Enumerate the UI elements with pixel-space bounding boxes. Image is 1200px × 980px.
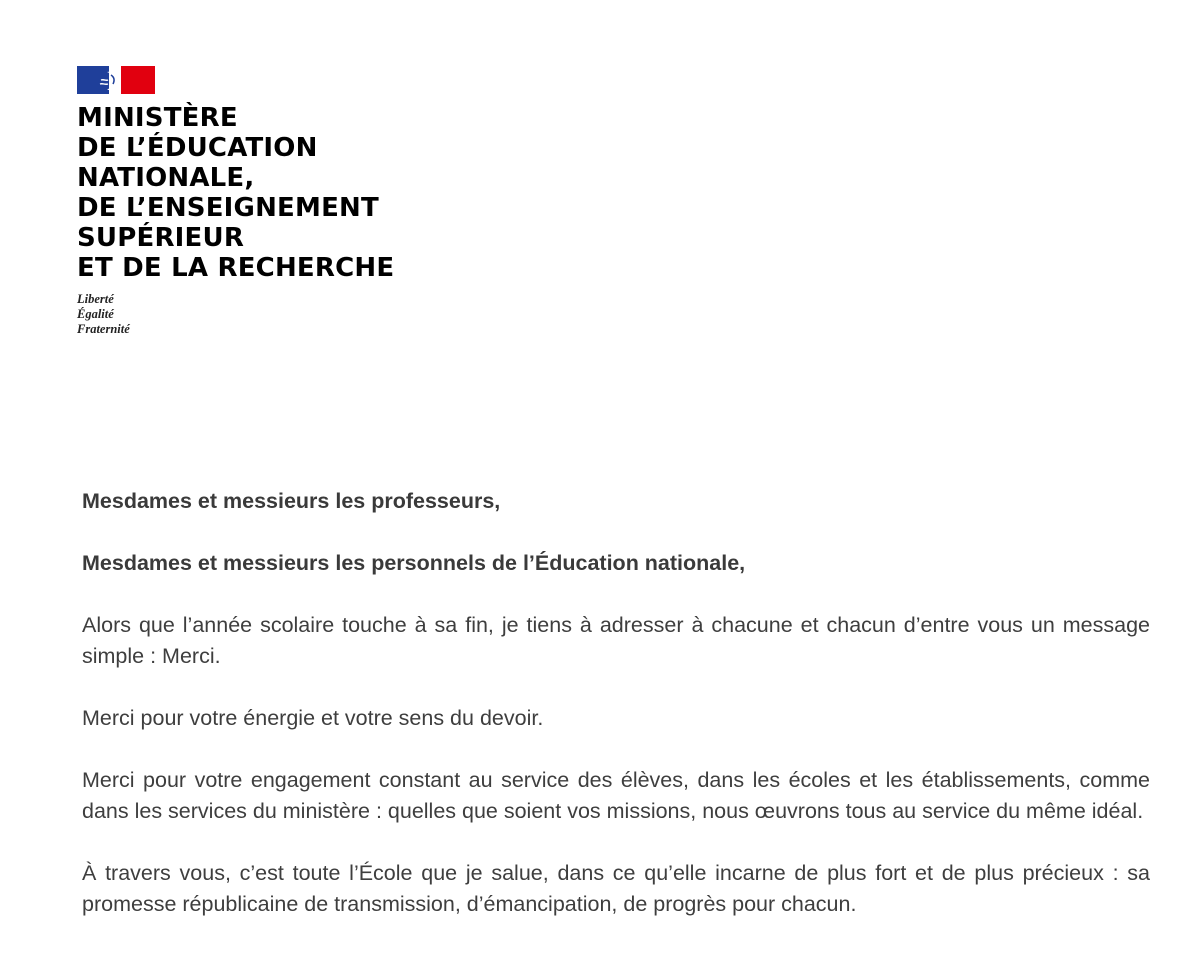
ministry-name xyxy=(77,103,437,283)
paragraph-engagement: Merci pour votre engagement constant au service des élèves, dans les écoles et les établissements, comme dans les services du ministère : quelles que soient vos missions, nous œuvrons tous au service du même idéal. xyxy=(82,768,1150,823)
salutation-staff: Mesdames et messieurs les personnels de l’Éducation nationale, xyxy=(82,551,746,575)
paragraph-energy: Merci pour votre énergie et votre sens du devoir. xyxy=(82,706,544,730)
salutation-teachers: Mesdames et messieurs les professeurs, xyxy=(82,489,501,513)
letter-body xyxy=(82,486,1150,951)
ministry-name-line: MINISTÈRE xyxy=(77,103,238,133)
paragraph-school: À travers vous, c’est toute l’École que je salue, dans ce qu’elle incarne de plus fort et de plus précieux : sa promesse républicaine de transmission, d’émancipation, de progrès pour chacun. xyxy=(82,861,1150,916)
ministry-name-line: DE L’ÉDUCATION xyxy=(77,133,318,163)
ministry-name-line: SUPÉRIEUR xyxy=(77,223,245,253)
ministry-name-line: NATIONALE, xyxy=(77,163,255,193)
marianne-flag-icon xyxy=(77,66,155,94)
republic-motto xyxy=(77,292,437,337)
motto-fraternite: Fraternité xyxy=(77,322,130,336)
ministry-name-line: ET DE LA RECHERCHE xyxy=(77,253,395,283)
motto-egalite: Égalité xyxy=(77,307,114,321)
ministry-name-line: DE L’ENSEIGNEMENT xyxy=(77,193,379,223)
paragraph-thanks-intro: Alors que l’année scolaire touche à sa fin, je tiens à adresser à chacune et chacun d’entre vous un message simple : Merci. xyxy=(82,613,1150,668)
motto-liberte: Liberté xyxy=(77,292,114,306)
ministry-logo xyxy=(77,66,437,337)
